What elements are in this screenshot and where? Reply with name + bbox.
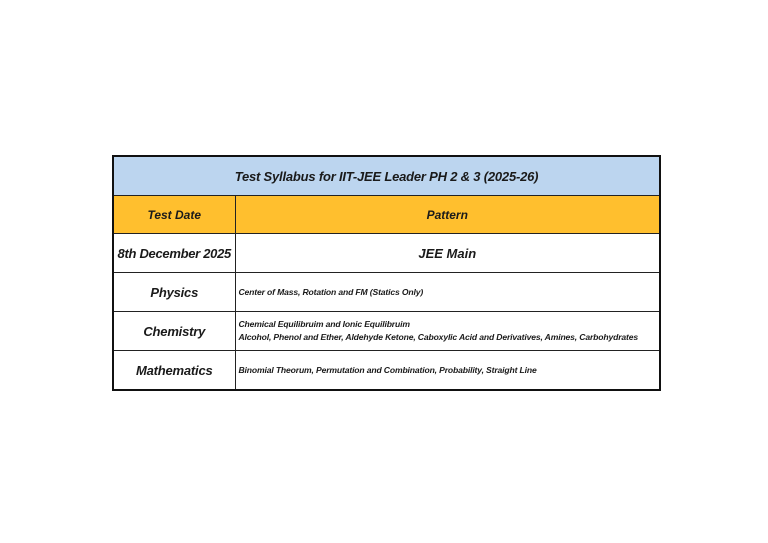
- syllabus-line: Chemical Equilibruim and Ionic Equilibruim: [238, 319, 410, 329]
- syllabus-line: Center of Mass, Rotation and FM (Statics Only): [238, 286, 424, 297]
- date-row: [113, 234, 660, 273]
- header-pattern: Pattern: [235, 196, 660, 234]
- syllabus-line: Alcohol, Phenol and Ether, Aldehyde Ketone, Caboxylic Acid and Derivatives, Amines, Carbohydrates: [238, 332, 638, 342]
- subject-mathematics: Mathematics: [113, 351, 235, 391]
- syllabus-line: Binomial Theorum, Permutation and Combination, Probability, Straight Line: [238, 364, 537, 375]
- header-test-date: Test Date: [113, 196, 235, 234]
- table-row: [113, 273, 660, 312]
- subject-physics: Physics: [113, 273, 235, 312]
- header-row: [113, 196, 660, 234]
- table-row: [113, 351, 660, 391]
- table-row: [113, 312, 660, 351]
- syllabus-mathematics: [235, 351, 660, 391]
- title-row: [113, 156, 660, 196]
- test-date-value: 8th December 2025: [113, 234, 235, 273]
- subject-chemistry: Chemistry: [113, 312, 235, 351]
- pattern-value: JEE Main: [235, 234, 660, 273]
- syllabus-table: [112, 155, 661, 391]
- syllabus-physics: [235, 273, 660, 312]
- syllabus-chemistry: [235, 312, 660, 351]
- table-title: Test Syllabus for IIT-JEE Leader PH 2 & 3 (2025-26): [113, 156, 660, 196]
